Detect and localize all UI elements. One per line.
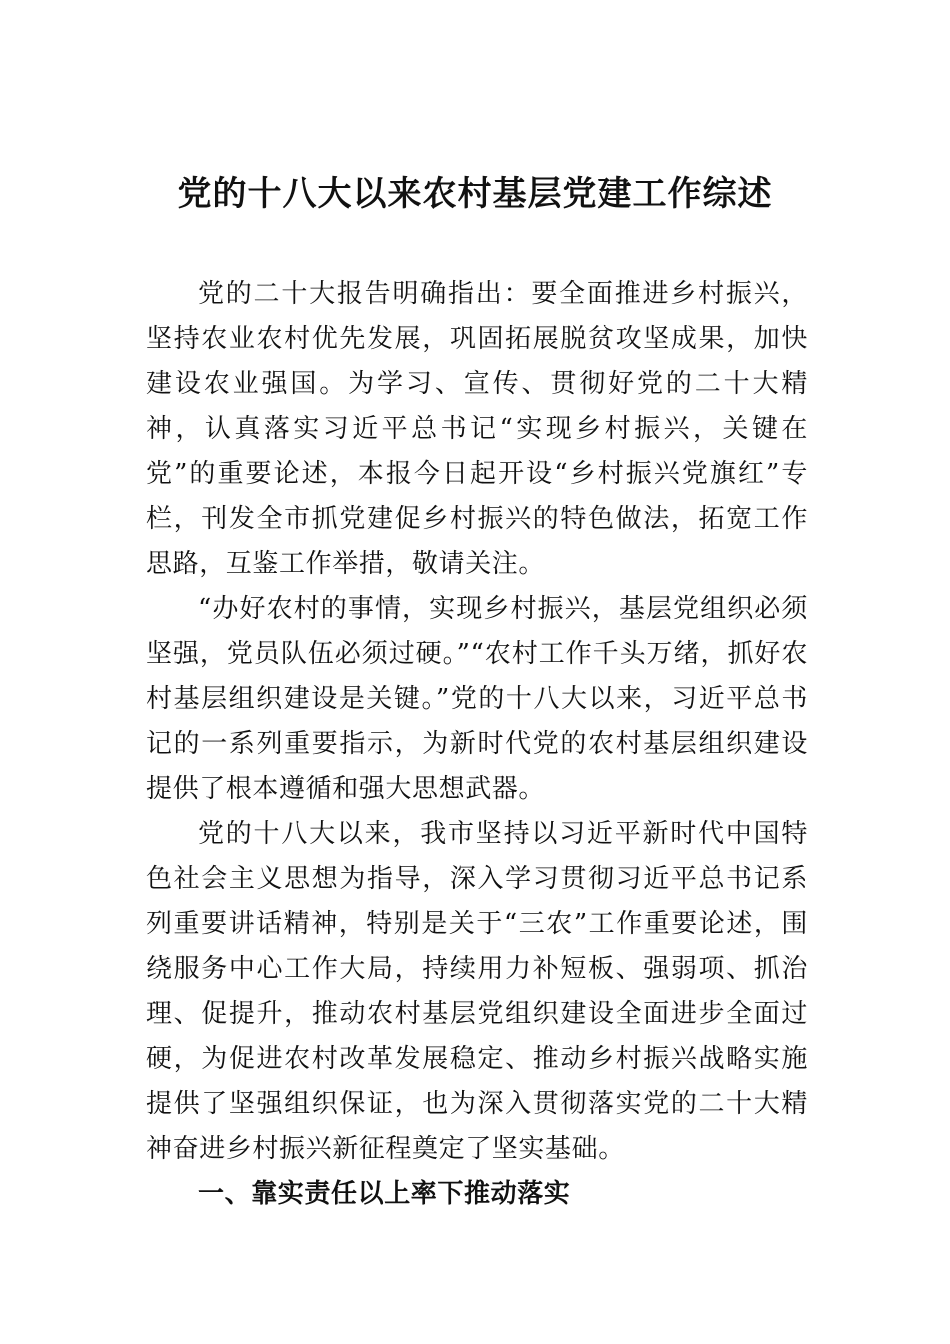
paragraph-quote: “办好农村的事情，实现乡村振兴，基层党组织必须坚强，党员队伍必须过硬。”“农村工作千头万绪，抓好农村基层组织建设是关键。”党的十八大以来，习近平总书记的一系列重要指示，为新时代党的农村基层组织建设提供了根本遵循和强大思想武器。 bbox=[146, 594, 808, 804]
paragraph-intro: 党的二十大报告明确指出：要全面推进乡村振兴，坚持农业农村优先发展，巩固拓展脱贫攻坚成果，加快建设农业强国。为学习、宣传、贯彻好党的二十大精神，认真落实习近平总书记“实现乡村振兴，关键在党”的重要论述，本报今日起开设“乡村振兴党旗红”专栏，刊发全市抓党建促乡村振兴的特色做法，拓宽工作思路，互鉴工作举措，敬请关注。 bbox=[146, 279, 808, 579]
paragraph-summary: 党的十八大以来，我市坚持以习近平新时代中国特色社会主义思想为指导，深入学习贯彻习近平总书记系列重要讲话精神，特别是关于“三农”工作重要论述，围绕服务中心工作大局，持续用力补短板、强弱项、抓治理、促提升，推动农村基层党组织建设全面进步全面过硬，为促进农村改革发展稳定、推动乡村振兴战略实施提供了坚强组织保证，也为深入贯彻落实党的二十大精神奋进乡村振兴新征程奠定了坚实基础。 bbox=[146, 819, 808, 1164]
document-title: 党的十八大以来农村基层党建工作综述 bbox=[177, 174, 773, 214]
section-heading: 一、靠实责任以上率下推动落实 bbox=[198, 1179, 571, 1209]
document-body bbox=[146, 272, 808, 1217]
